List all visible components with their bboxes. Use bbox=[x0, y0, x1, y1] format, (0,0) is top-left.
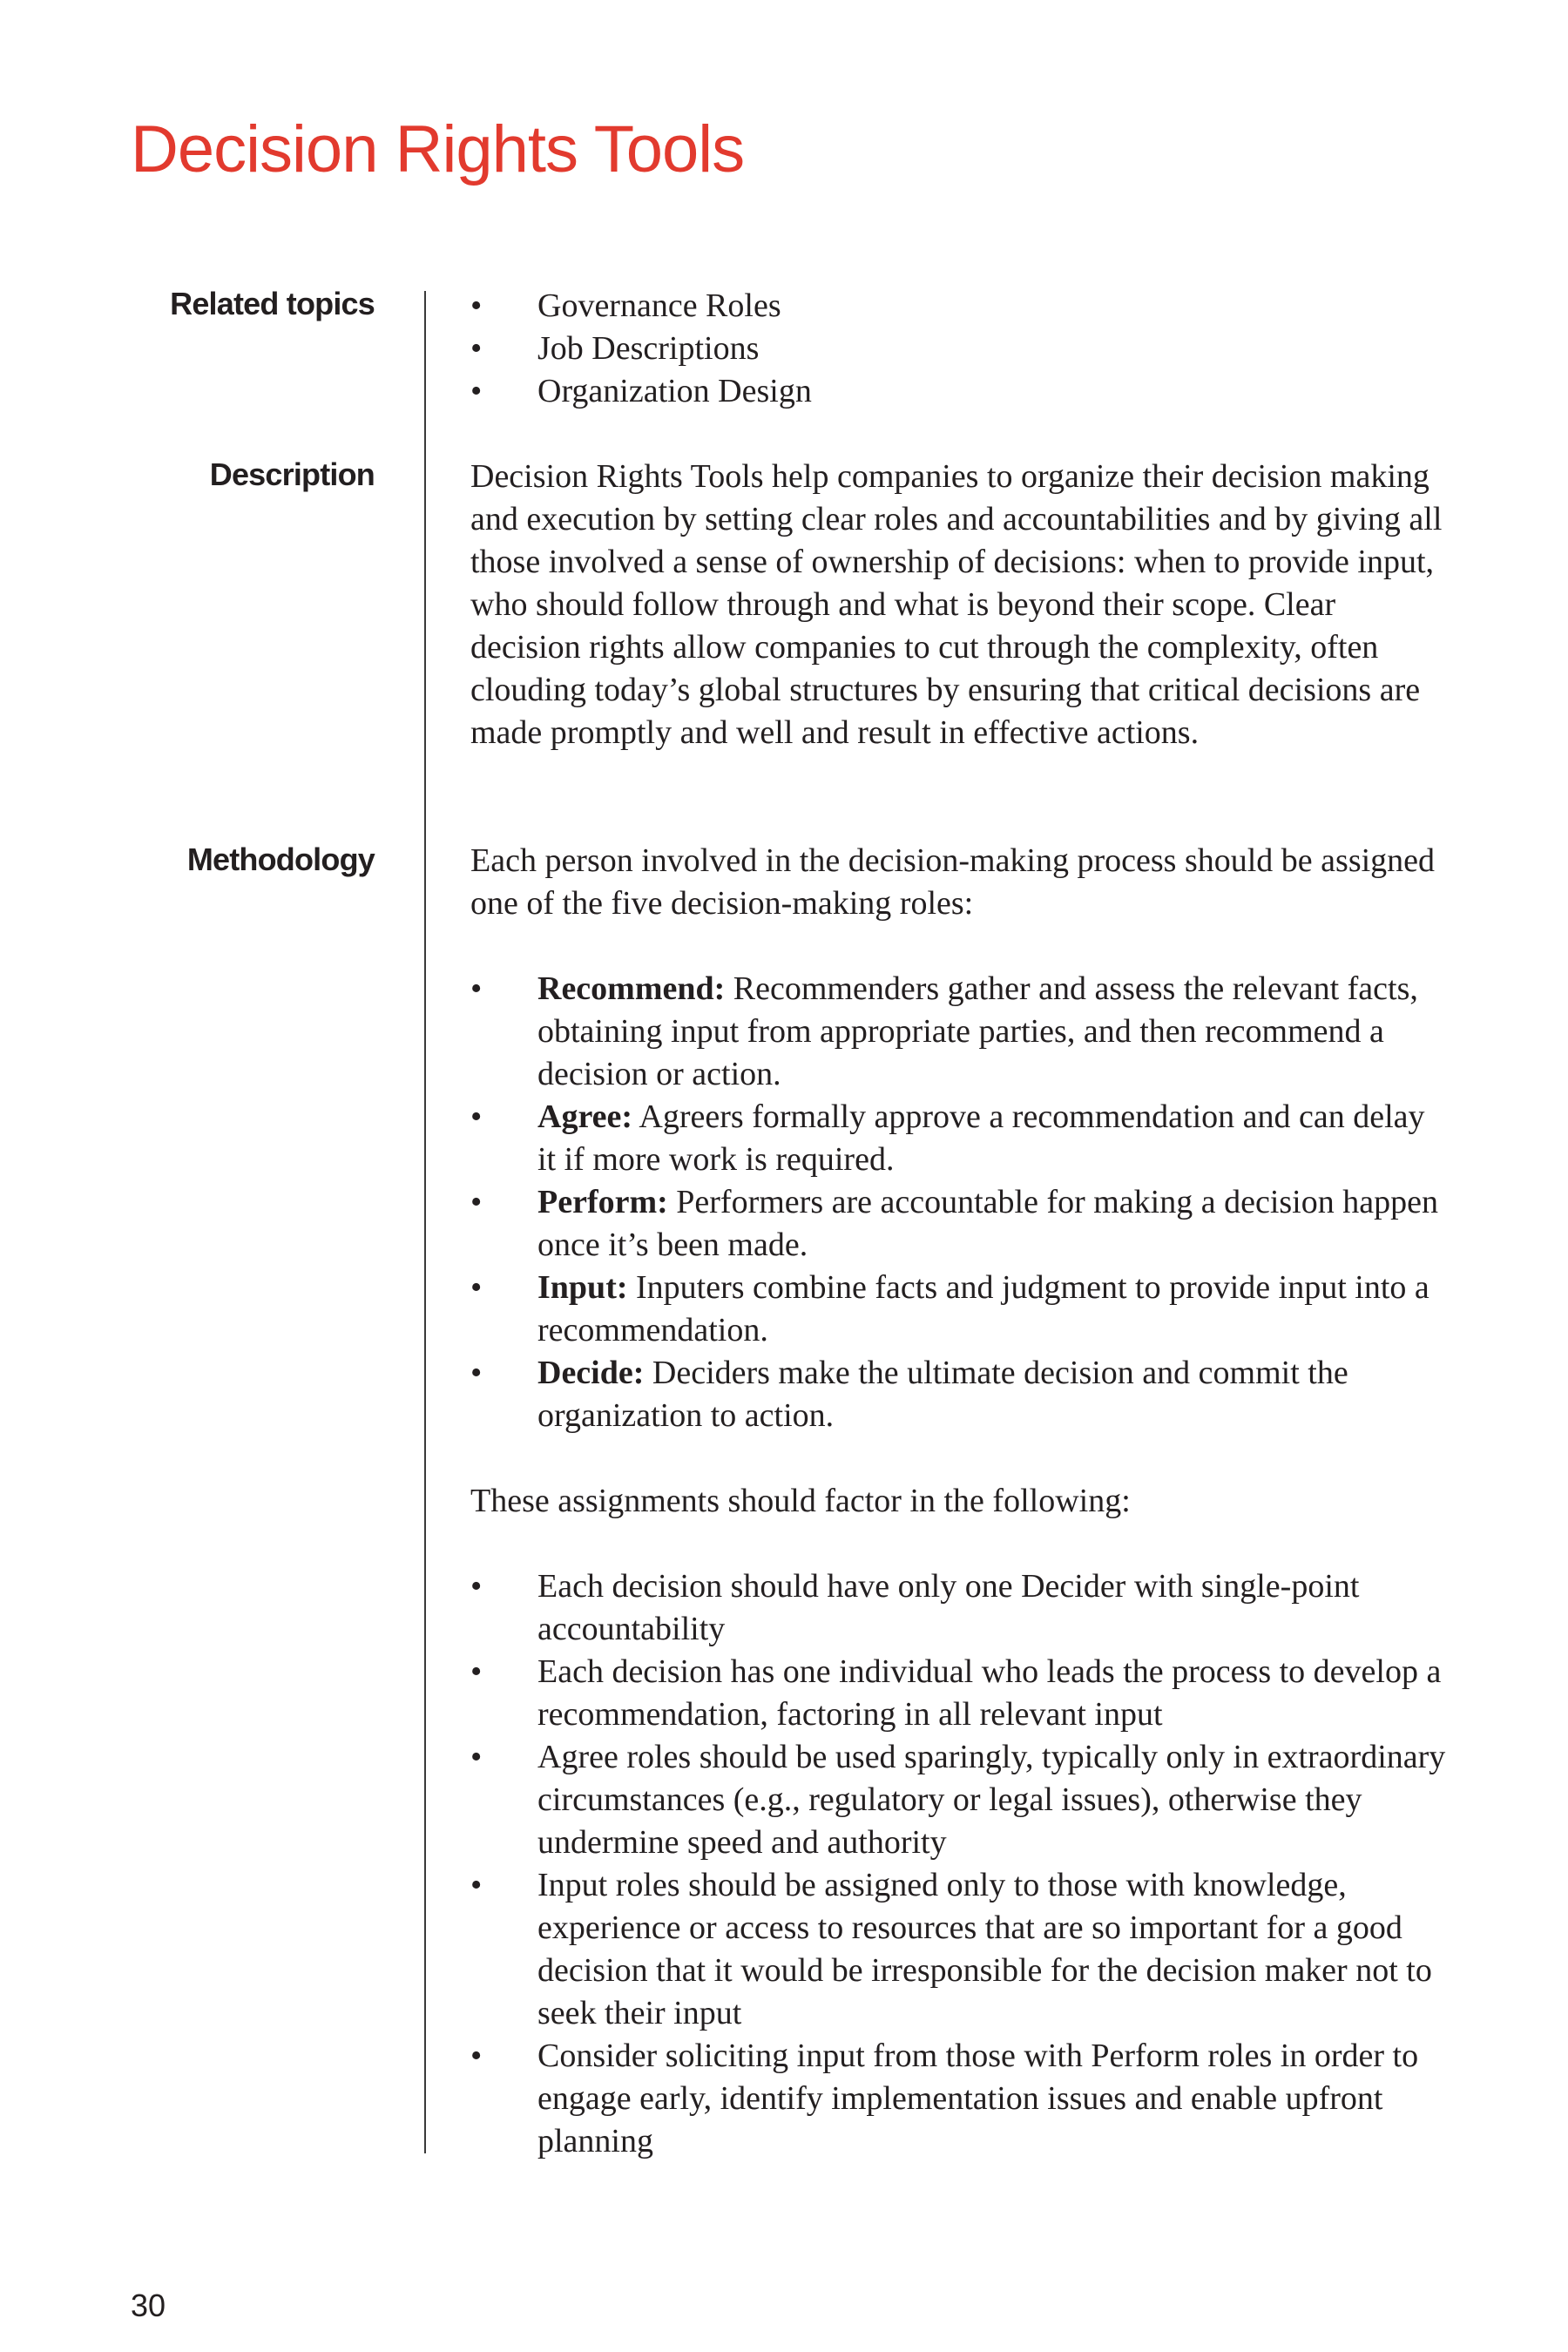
factor-item: • Consider soliciting input from those with Perform roles in order to engage early, identify implementation issues and enable upfront planning bbox=[470, 2035, 1446, 2163]
role-text: Recommenders gather and assess the relevant facts, obtaining input from appropriate parties, and then recommend a decision or action. bbox=[537, 970, 1418, 1092]
description-section bbox=[470, 456, 1446, 754]
role-term: Perform: bbox=[537, 1184, 668, 1220]
role-text: Agreers formally approve a recommendation and can delay it if more work is required. bbox=[537, 1098, 1425, 1178]
role-item-agree bbox=[470, 1096, 1446, 1181]
methodology-label: Methodology bbox=[186, 841, 375, 877]
role-text: Performers are accountable for making a decision happen once it’s been made. bbox=[537, 1184, 1438, 1263]
role-item-input bbox=[470, 1267, 1446, 1352]
related-topic-item: • Job Descriptions bbox=[470, 328, 1446, 370]
related-topic-item: • Governance Roles bbox=[470, 285, 1446, 328]
description-label: Description bbox=[209, 456, 375, 492]
factor-item: • Each decision should have only one Decider with single-point accountability bbox=[470, 1565, 1446, 1651]
role-term: Agree: bbox=[537, 1098, 633, 1135]
role-item-recommend bbox=[470, 968, 1446, 1096]
page-number: 30 bbox=[131, 2288, 166, 2323]
role-term: Input: bbox=[537, 1269, 628, 1306]
role-term: Decide: bbox=[537, 1355, 645, 1391]
description-text: Decision Rights Tools help companies to organize their decision making and execution by setting clear roles and accountabilities and by giving all those involved a sense of ownership of decisions: when to provide input, who should follow through and what is beyond their scope. Clear decision rights allow companies to cut through the complexity, often clouding today’s global structures by ensuring that critical decisions are made promptly and well and result in effective actions. bbox=[470, 458, 1443, 751]
related-topics-label: Related topics bbox=[170, 286, 375, 321]
factor-item: • Each decision has one individual who leads the process to develop a recommendation, factoring in all relevant input bbox=[470, 1651, 1446, 1736]
role-item-decide bbox=[470, 1352, 1446, 1437]
factor-item: • Input roles should be assigned only to those with knowledge, experience or access to resources that are so important for a good decision that it would be irresponsible for the decision maker not to seek their input bbox=[470, 1864, 1446, 2035]
role-term: Recommend: bbox=[537, 970, 726, 1007]
factors-intro: These assignments should factor in the following: bbox=[470, 1483, 1131, 1519]
vertical-divider bbox=[424, 291, 426, 2153]
related-topics-section bbox=[470, 285, 1446, 413]
role-item-perform bbox=[470, 1181, 1446, 1267]
methodology-section bbox=[470, 840, 1446, 2163]
methodology-intro: Each person involved in the decision-making process should be assigned one of the five decision-making roles: bbox=[470, 842, 1436, 922]
page-title: Decision Rights Tools bbox=[131, 112, 745, 186]
related-topic-item: • Organization Design bbox=[470, 370, 1446, 413]
roles-list bbox=[470, 968, 1446, 1437]
related-topics-list bbox=[470, 285, 1446, 413]
factor-item: • Agree roles should be used sparingly, typically only in extraordinary circumstances (e.g., regulatory or legal issues), otherwise they undermine speed and authority bbox=[470, 1736, 1446, 1864]
factors-list bbox=[470, 1565, 1446, 2163]
role-text: Deciders make the ultimate decision and commit the organization to action. bbox=[537, 1355, 1348, 1434]
role-text: Inputers combine facts and judgment to provide input into a recommendation. bbox=[537, 1269, 1429, 1348]
